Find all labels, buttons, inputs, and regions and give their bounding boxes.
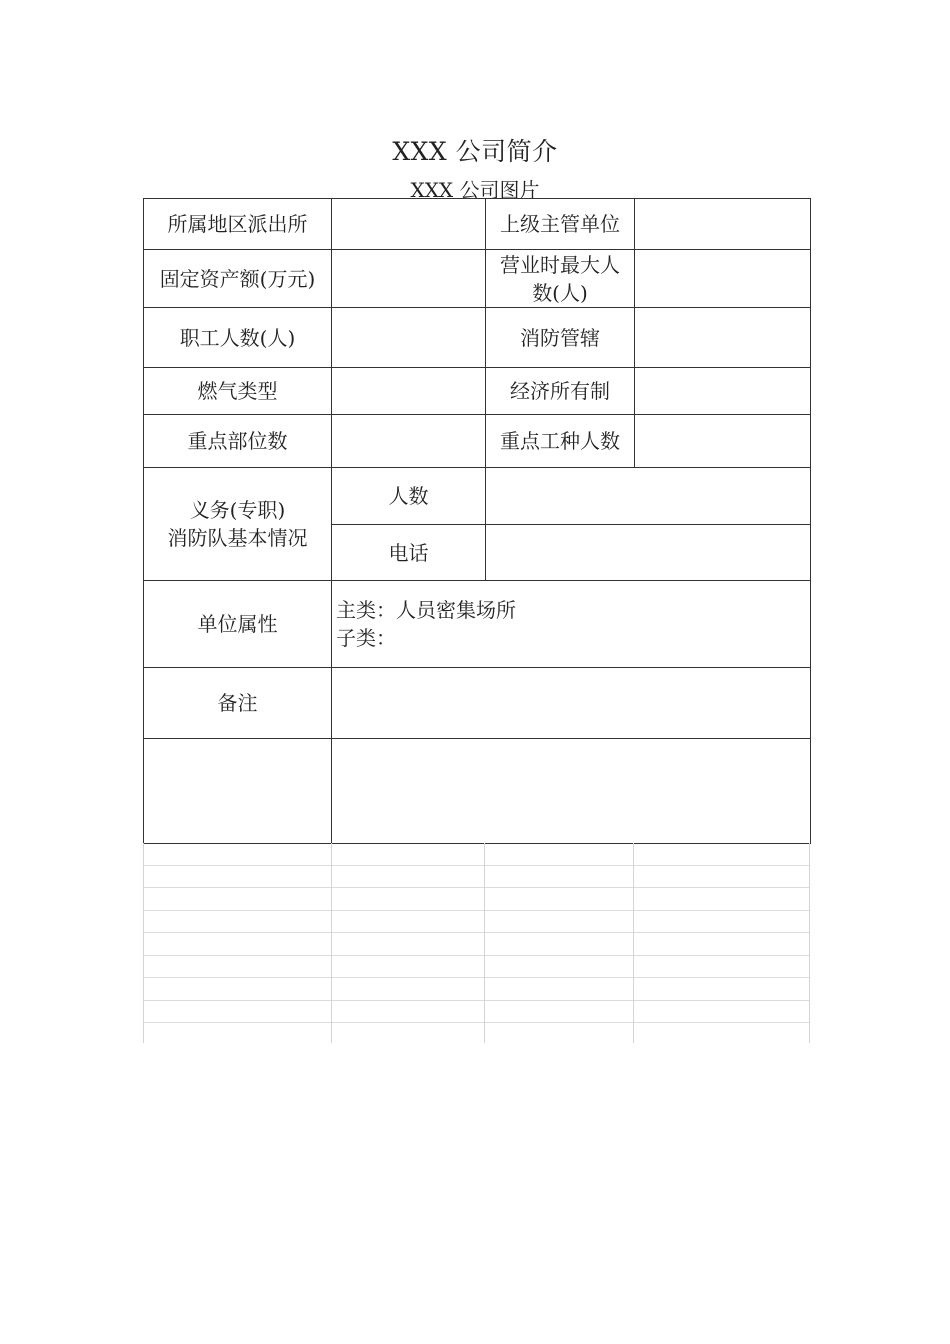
grid-vline <box>633 843 634 1043</box>
unit-attribute-value[interactable] <box>332 581 811 668</box>
ownership-value[interactable] <box>635 368 811 415</box>
brigade-count-label: 人数 <box>332 468 486 525</box>
supervisor-value[interactable] <box>635 199 811 250</box>
gas-type-label: 燃气类型 <box>144 368 332 415</box>
unit-attribute-main: 主类：人员密集场所 <box>336 598 516 622</box>
faint-grid-lines <box>143 843 810 1043</box>
brigade-count-value[interactable] <box>486 468 811 525</box>
remarks-value[interactable] <box>332 668 811 739</box>
grid-hline <box>143 955 810 956</box>
key-workers-label: 重点工种人数 <box>486 415 635 468</box>
gas-type-value[interactable] <box>332 368 486 415</box>
grid-hline <box>143 865 810 866</box>
police-station-label: 所属地区派出所 <box>144 199 332 250</box>
max-people-label-line2: 数(人) <box>532 280 588 305</box>
grid-vline <box>809 843 810 1043</box>
staff-count-value[interactable] <box>332 308 486 368</box>
fire-jurisdiction-label: 消防管辖 <box>486 308 635 368</box>
unit-attribute-sub: 子类： <box>336 626 396 650</box>
fire-brigade-label <box>144 468 332 581</box>
remarks-label: 备注 <box>144 668 332 739</box>
supervisor-label: 上级主管单位 <box>486 199 635 250</box>
brigade-phone-value[interactable] <box>486 525 811 581</box>
max-people-value[interactable] <box>635 250 811 308</box>
blank-row-label <box>144 739 332 844</box>
fixed-assets-value[interactable] <box>332 250 486 308</box>
fire-brigade-label-line2: 消防队基本情况 <box>167 526 308 550</box>
grid-hline <box>143 910 810 911</box>
ownership-label: 经济所有制 <box>486 368 635 415</box>
grid-vline <box>331 843 332 1043</box>
max-people-label-line1: 营业时最大人 <box>500 252 620 277</box>
grid-hline <box>143 887 810 888</box>
max-people-label <box>486 250 635 308</box>
document-title: XXX 公司简介 <box>392 137 558 166</box>
grid-vline <box>143 843 144 1043</box>
company-info-table <box>143 198 811 844</box>
grid-vline <box>484 843 485 1043</box>
grid-hline <box>143 977 810 978</box>
grid-hline <box>143 1000 810 1001</box>
blank-row-value[interactable] <box>332 739 811 844</box>
fire-brigade-label-line1: 义务(专职) <box>189 498 286 522</box>
staff-count-label: 职工人数(人) <box>144 308 332 368</box>
brigade-phone-label: 电话 <box>332 525 486 581</box>
police-station-value[interactable] <box>332 199 486 250</box>
fixed-assets-label: 固定资产额(万元) <box>144 250 332 308</box>
grid-hline <box>143 932 810 933</box>
grid-hline <box>143 1022 810 1023</box>
key-workers-value[interactable] <box>635 415 811 468</box>
document-subtitle: XXX 公司图片 <box>410 178 540 202</box>
key-parts-value[interactable] <box>332 415 486 468</box>
fire-jurisdiction-value[interactable] <box>635 308 811 368</box>
unit-attribute-label: 单位属性 <box>144 581 332 668</box>
key-parts-label: 重点部位数 <box>144 415 332 468</box>
